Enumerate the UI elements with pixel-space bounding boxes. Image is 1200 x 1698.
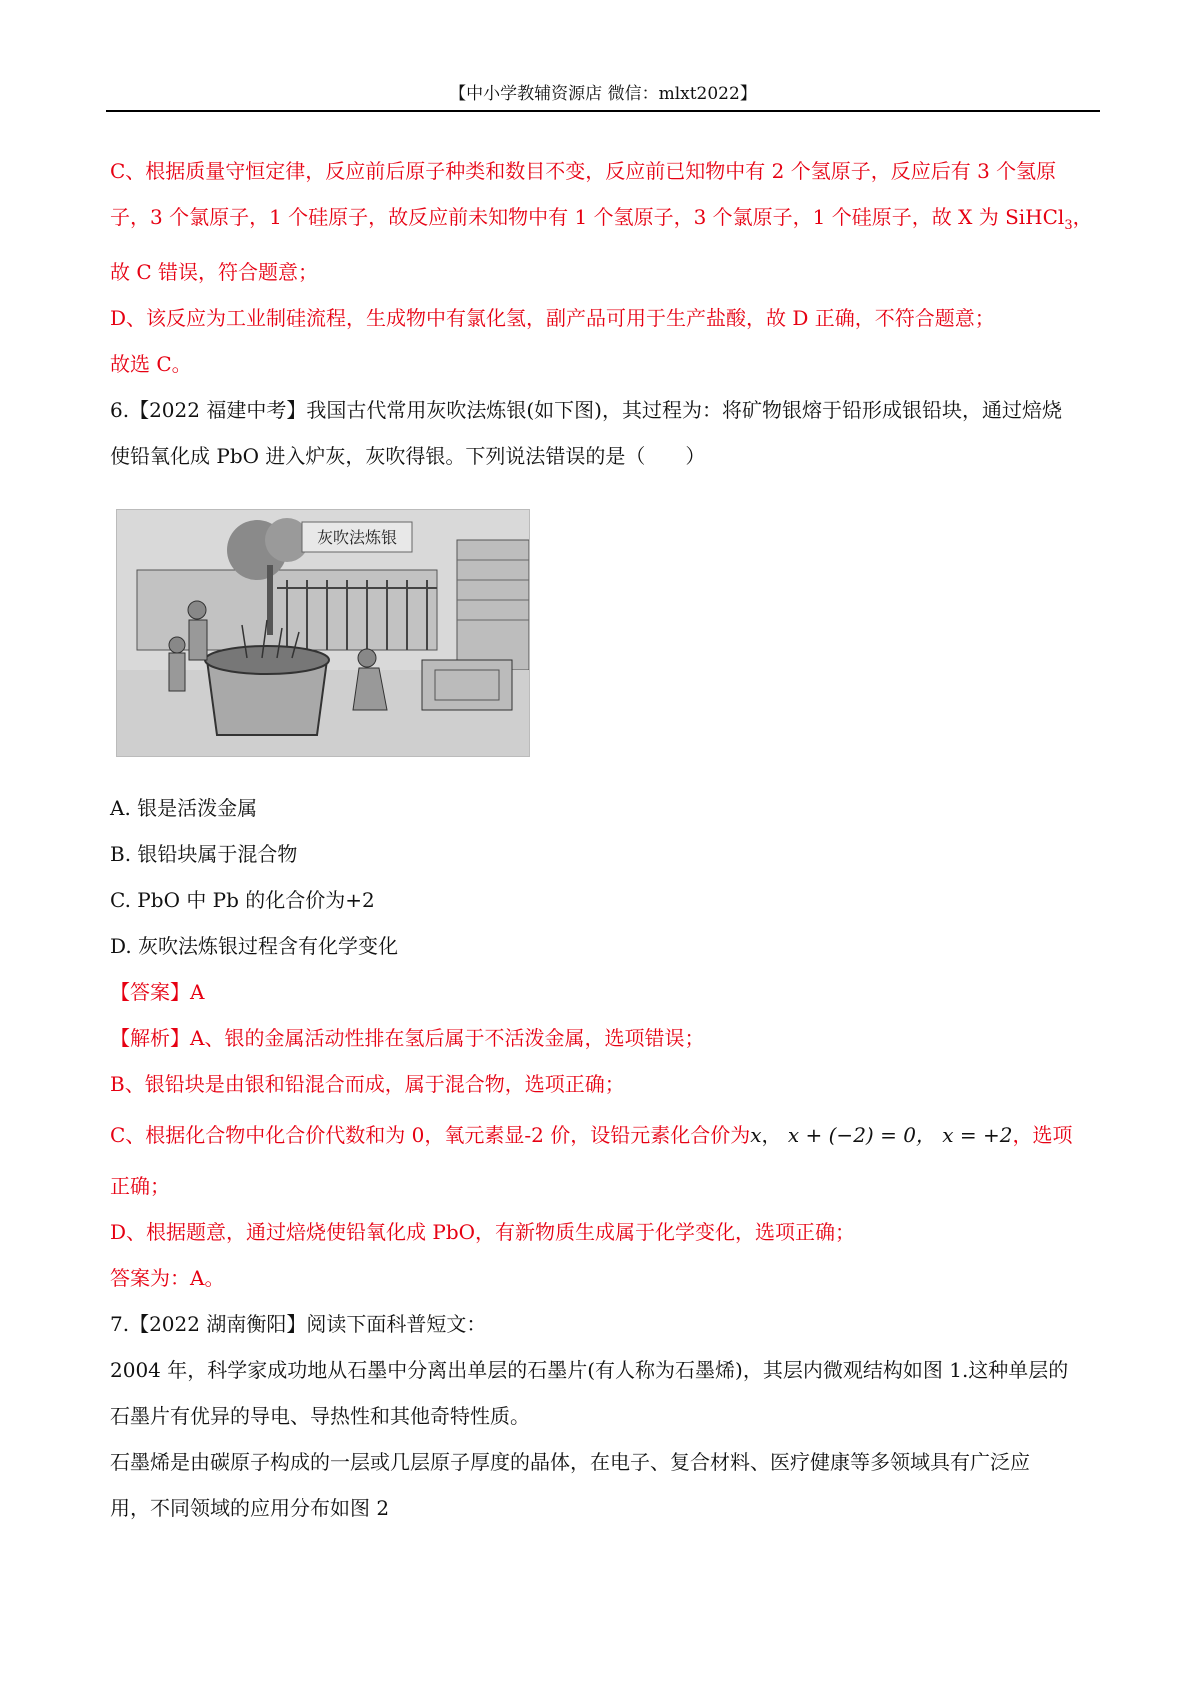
q6-analysis-c-line2: 正确； [110, 1174, 170, 1198]
header-text: 【中小学教辅资源店 微信：mlxt2022】 [449, 84, 757, 104]
q6-analysis-c-end: ，选项 [1012, 1123, 1073, 1147]
prev-choose: 故选 C。 [110, 352, 192, 376]
prev-c-line3: 故 C 错误，符合题意； [110, 260, 319, 284]
q6-option-b: B. 银铅块属于混合物 [110, 842, 298, 866]
q6-analysis-c-text: C、根据化合物中化合价代数和为 0，氧元素显-2 价，设铅元素化合价为 [110, 1123, 751, 1147]
q7-para1-line1: 2004 年，科学家成功地从石墨中分离出单层的石墨片(有人称为石墨烯)，其层内微观结构如图 1.这种单层的 [110, 1358, 1069, 1382]
q7-para1-line2: 石墨片有优异的导电、导热性和其他奇特性质。 [110, 1404, 530, 1428]
q7-stem: 7.【2022 湖南衡阳】阅读下面科普短文： [110, 1312, 487, 1336]
page-header [106, 82, 1100, 112]
prev-c-line2-sub: 3 [1064, 218, 1073, 233]
q7-para2-line2: 用，不同领域的应用分布如图 2 [110, 1496, 390, 1520]
prev-c-line2-text: 子，3 个氯原子，1 个硅原子，故反应前未知物中有 1 个氢原子，3 个氯原子，1 个硅原子，故 X 为 SiHCl [110, 205, 1065, 229]
q6-analysis-a: 【解析】A、银的金属活动性排在氢后属于不活泼金属，选项错误； [110, 1026, 705, 1050]
q6-analysis-c-variable: x [750, 1123, 762, 1147]
q6-option-d: D. 灰吹法炼银过程含有化学变化 [110, 934, 399, 958]
prev-c-line1: C、根据质量守恒定律，反应前后原子种类和数目不变，反应前已知物中有 2 个氢原子，反应后有 3 个氢原 [110, 159, 1057, 183]
q6-analysis-c-line1: C、根据化合物中化合价代数和为 0，氧元素显-2 价，设铅元素化合价为x， x + (−2) = 0， x = +2，选项 [110, 1123, 1073, 1147]
silver-smelting-illustration [116, 509, 530, 757]
document-body [110, 148, 1104, 1531]
q6-analysis-b: B、银铅块是由银和铅混合而成，属于混合物，选项正确； [110, 1072, 625, 1096]
q6-analysis-d: D、根据题意，通过焙烧使铅氧化成 PbO，有新物质生成属于化学变化，选项正确； [110, 1220, 856, 1244]
q6-stem-line1: 6.【2022 福建中考】我国古代常用灰吹法炼银(如下图)，其过程为：将矿物银熔于铅形成银铅块，通过焙烧 [110, 398, 1062, 422]
prev-d-line: D、该反应为工业制硅流程，生成物中有氯化氢，副产品可用于生产盐酸，故 D 正确，不符合题意； [110, 306, 995, 330]
q6-analysis-c-equation: x + (−2) = 0， x = +2 [787, 1123, 1013, 1147]
illustration-drawing [117, 510, 529, 756]
prev-c-line2 [110, 194, 1104, 249]
q6-answer: 【答案】A [110, 980, 205, 1004]
q6-stem-line2: 使铅氧化成 PbO 进入炉灰，灰吹得银。下列说法错误的是（ ） [110, 444, 706, 468]
q7-para2-line1: 石墨烯是由碳原子构成的一层或几层原子厚度的晶体，在电子、复合材料、医疗健康等多领域具有广泛应 [110, 1450, 1030, 1474]
illustration-caption: 灰吹法炼银 [316, 528, 398, 547]
q6-final-answer: 答案为：A。 [110, 1266, 225, 1290]
q6-option-a: A. 银是活泼金属 [110, 796, 258, 820]
q6-option-c: C. PbO 中 Pb 的化合价为+2 [110, 888, 375, 912]
prev-c-line2-end: ， [1072, 205, 1093, 229]
